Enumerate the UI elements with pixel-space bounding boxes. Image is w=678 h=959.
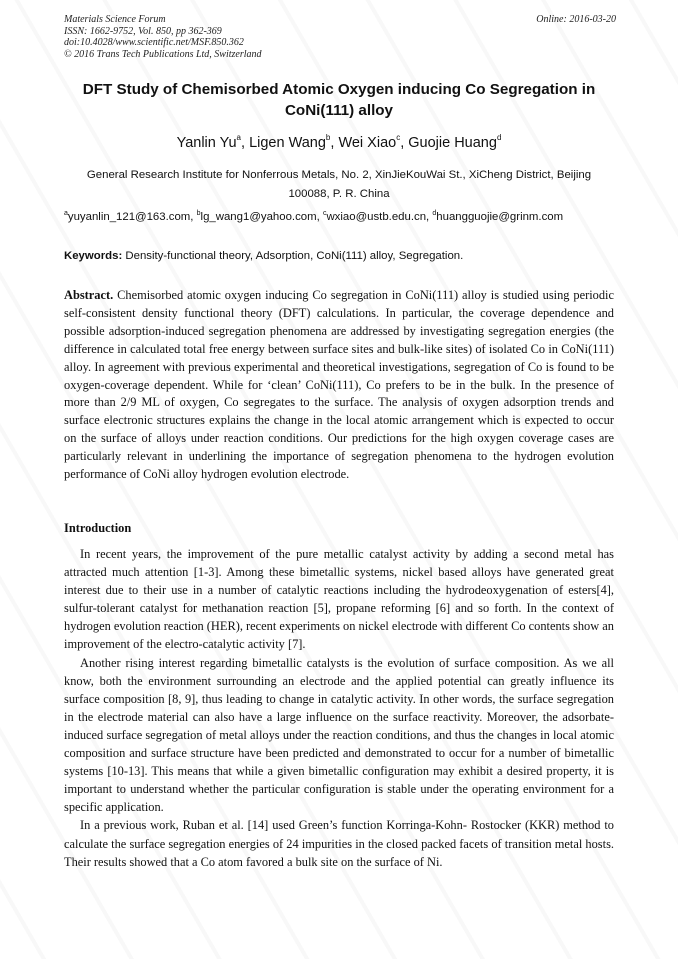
author-name: Guojie Huang (408, 135, 497, 151)
copyright-line: © 2016 Trans Tech Publications Ltd, Switzerland (64, 48, 262, 60)
email-mark: a (64, 210, 68, 217)
email-address: huangguojie@grinm.com (436, 211, 564, 223)
email-address: yuyanlin_121@163.com (67, 211, 191, 223)
author-list: Yanlin Yu$^a$, Ligen Wang$^b$, Wei Xiao$^c$, Guojie Huang$^d$ (176, 133, 502, 151)
doi-line: doi:10.4028/www.scientific.net/MSF.850.362 (64, 37, 244, 48)
abstract-text: Chemisorbed atomic oxygen inducing Co segregation in CoNi(111) alloy is studied using periodic self-consistent density functional theory (DFT) calculations. In particular, the coverage dependence and possible adsorption-induced segregation phenomena are addressed by investigating segregation energies (the difference in calculated total free energy between surface sites and bulk-like sites) of isolated Co in CoNi(111) alloy. In agreement with previous experimental and theoretical investigations, segregation of Co is found to be oxygen-coverage dependent. While for ‘clean’ CoNi(111), Co prefers to be in the bulk. In the presence of more than 2/9 ML of oxygen, Co segregates to the surface. The analysis of oxygen adsorption trends and surface electronic structures explains the change in the local atomic arrangement which is expected to occur on the surface of alloys under reaction conditions. Our predictions for the high oxygen coverage cases are particularly relevant in underlining the importance of segregation phenomena to the hydrogen evolution performance of CoNi alloy hydrogen evolution electrode. (64, 288, 614, 482)
online-date: Online: 2016-03-20 (536, 14, 616, 25)
author-mark: c (396, 133, 401, 142)
author-name: Wei Xiao (338, 135, 397, 151)
author-mark: a (236, 133, 241, 142)
email-mark: d (432, 210, 437, 217)
keywords (64, 248, 624, 264)
keywords-text: Density-functional theory, Adsorption, CoNi(111) alloy, Segregation. (122, 250, 464, 262)
paper-title: DFT Study of Chemisorbed Atomic Oxygen inducing Co Segregation in CoNi(111) alloy (82, 81, 596, 119)
section-heading-introduction: Introduction (64, 521, 132, 535)
affiliation: General Research Institute for Nonferrous Metals, No. 2, XinJieKouWai St., XiCheng District, Beijing 100088, P. R. China (86, 169, 592, 200)
abstract-label: Abstract. (64, 288, 114, 302)
issn-line: ISSN: 1662-9752, Vol. 850, pp 362-369 (64, 25, 222, 37)
email-address: lg_wang1@yahoo.com (200, 211, 317, 223)
author-mark: d (496, 133, 502, 142)
author-name: Yanlin Yu (176, 135, 237, 151)
journal-name: Materials Science Forum (64, 14, 166, 25)
keywords-label: Keywords: (64, 250, 123, 262)
journal-header (64, 14, 262, 60)
email-list: $^a$yuyanlin_121@163.com, $^b$lg_wang1@yahoo.com, $^c$wxiao@ustb.edu.cn, $^d$huangguojie@grinm.com (64, 210, 564, 223)
paragraph: In recent years, the improvement of the pure metallic catalyst activity by adding a second metal has attracted much attention [1-3]. Among these bimetallic systems, nickel based alloys have generated great interest due to their use in a number of catalytic reactions including the hydrodeoxygenation of esters[4], sulfur-tolerant catalyst for methanation reaction [5], propane reforming [6] and so forth. In the context of hydrogen evolution reaction (HER), recent experiments on nickel electrode with different Co contents show an improvement of the electro-catalytic activity [7]. (64, 547, 614, 652)
abstract (64, 287, 614, 484)
paragraph: In a previous work, Ruban et al. [14] used Green’s function Korringa-Kohn- Rostocker (KKR) method to calculate the surface segregation energies of 24 impurities in the closed packed facets of transition metal hosts. Their results showed that a Co atom favored a bulk site on the surface of Ni. (64, 818, 614, 869)
email-mark: b (196, 210, 201, 217)
email-address: wxiao@ustb.edu.cn (326, 211, 427, 223)
paragraph: Another rising interest regarding bimetallic catalysts is the evolution of surface composition. As we all know, both the environment surrounding an electrode and the applied potential can greatly influence its surface composition [8, 9], thus leading to change in catalytic activity. In other words, the surface segregation in the electrode material can also have a large influence on the surface reactivity. Moreover, the adsorbate-induced surface segregation of metal alloys under the reaction conditions, and thus the changes in local atomic composition and surface structure have been predicted and demonstrated to occur for a number of bimetallic systems [10-13]. This means that while a given bimetallic configuration may exhibit a desired property, it is important to understand whether the particular configuration is stable under the operating environment for a specific application. (64, 655, 614, 815)
introduction-body (64, 545, 614, 871)
author-name: Ligen Wang (249, 135, 326, 151)
email-mark: c (322, 210, 327, 217)
author-mark: b (325, 133, 331, 142)
